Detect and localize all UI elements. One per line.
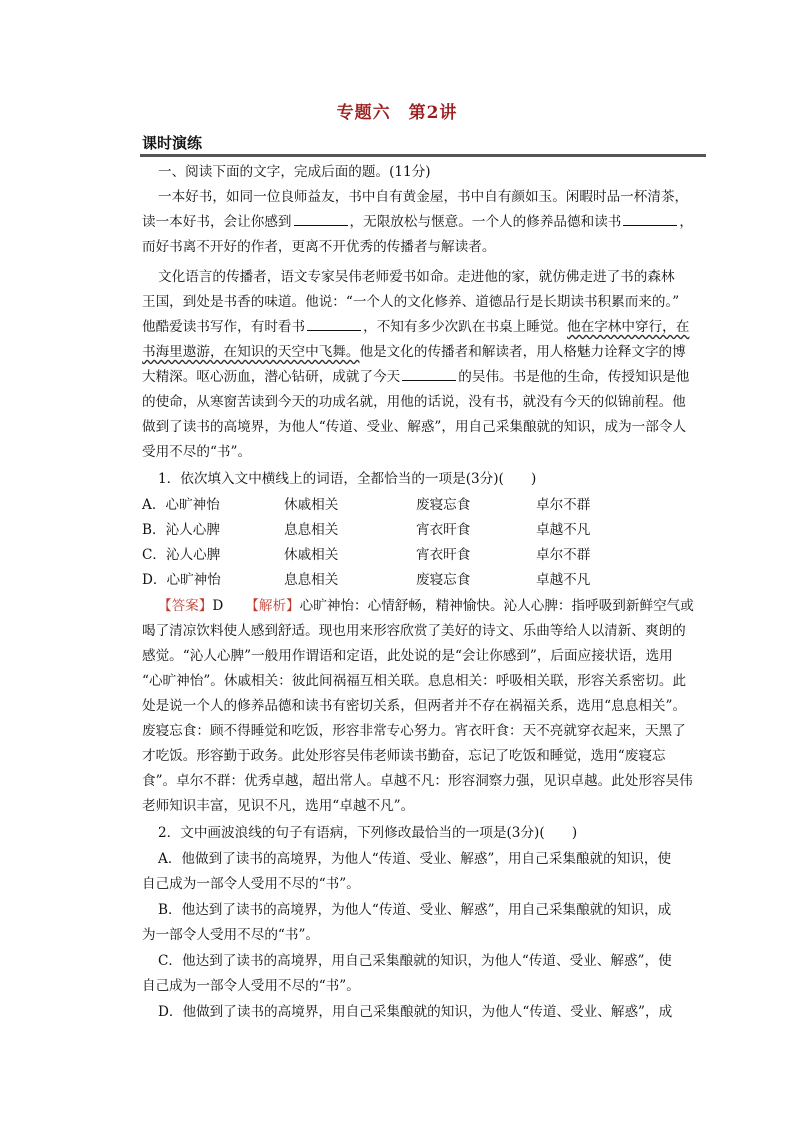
passage-line: 大精深。呕心沥血，潜心钻研，成就了今天 的吴伟。书是他的生命，传授知识是他 (142, 369, 690, 385)
wavy-underlined-sentence: 他在字林中穿行，在 (567, 319, 690, 335)
passage-line: 王国，到处是书香的味道。他说：“一个人的文化修养、道德品行是长期读书积累而来的。” (142, 294, 680, 310)
analysis-line: 感觉。“沁人心脾”一般用作谓语和定语，此处说的是“会让你感到”，后面应接状语，选用 (142, 648, 673, 664)
analysis-line: 喝了清凉饮料使人感到舒适。现也用来形容欣赏了美好的诗文、乐曲等给人以清新、爽朗的 (142, 623, 686, 639)
q2-option-c-cont: 自己成为一部令人受用不尽的“书”。 (142, 978, 360, 994)
analysis-line: 食”。卓尔不群：优秀卓越，超出常人。卓越不凡：形容洞察力强，见识卓越。此处形容吴伟 (142, 773, 693, 789)
passage-line: 读一本好书，会让你感到 ，无限放松与惬意。一个人的修养品德和读书 ， (142, 214, 693, 230)
passage-line: 受用不尽的“书”。 (142, 444, 252, 460)
q2-option-a-cont: 自己成为一部令人受用不尽的“书”。 (142, 876, 360, 892)
section-divider (140, 154, 706, 157)
question-1-stem: 1．依次填入文中横线上的词语，全都恰当的一项是(3分)( ) (158, 471, 537, 487)
passage-line: 而好书离不开好的作者，更离不开优秀的传播者与解读者。 (142, 239, 496, 255)
fill-blank (402, 368, 456, 381)
analysis-line: “心旷神怡”。休戚相关：彼此间祸福互相关联。息息相关：呼吸相关联，形容关系密切。此 (142, 673, 687, 689)
passage-line: 的使命，从寒窗苦读到今天的功成名就，用他的话说，没有书，就没有今天的似锦前程。他 (142, 394, 686, 410)
q2-option-d: D．他做到了读书的高境界，用自己采集酿就的知识，为他人“传道、受业、解惑”，成 (158, 1004, 673, 1020)
passage-line: 一本好书，如同一位良师益友，书中自有黄金屋，书中自有颜如玉。闲暇时品一杯清茶， (158, 189, 689, 205)
fill-blank (294, 213, 348, 226)
title-lecture: 第2讲 (408, 103, 458, 123)
question-intro: 一、阅读下面的文字，完成后面的题。(11分) (158, 164, 431, 180)
page-title (0, 98, 794, 123)
answer-value: D (212, 598, 224, 614)
q2-option-c: C．他达到了读书的高境界，用自己采集酿就的知识，为他人“传道、受业、解惑”，使 (158, 953, 672, 969)
section-heading: 课时演练 (142, 134, 203, 152)
wavy-underlined-sentence: 书海里遨游，在知识的天空中飞舞。 (142, 344, 360, 360)
fill-blank (307, 318, 361, 331)
passage-line: 文化语言的传播者，语文专家吴伟老师爱书如命。走进他的家，就仿佛走进了书的森林 (158, 269, 675, 285)
title-topic: 专题六 (336, 103, 391, 123)
fill-blank (623, 213, 677, 226)
analysis-line: 处是说一个人的修养品德和读书有密切关系，但两者并不存在祸福关系，选用“息息相关”。 (142, 698, 687, 714)
analysis-line: 才吃饭。形容勤于政务。此处形容吴伟老师读书勤奋，忘记了吃饭和睡觉，选用“废寝忘 (142, 748, 666, 764)
passage-line: 书海里遨游，在知识的天空中飞舞。他是文化的传播者和解读者，用人格魅力诠释文字的博 (142, 344, 686, 360)
analysis-line: 废寝忘食：顾不得睡觉和吃饭，形容非常专心努力。宵衣旰食：天不亮就穿衣起来，天黑了 (142, 723, 686, 739)
passage-line: 他酷爱读书写作，有时看书 ，不知有多少次趴在书桌上睡觉。他在字林中穿行，在 (142, 319, 690, 335)
q2-option-b: B．他达到了读书的高境界，为他人“传道、受业、解惑”，用自己采集酿就的知识，成 (158, 902, 672, 918)
q2-option-b-cont: 为一部令人受用不尽的“书”。 (142, 927, 320, 943)
answer-tag: 【答案】 (158, 598, 213, 614)
passage-line: 做到了读书的高境界，为他人“传道、受业、解惑”，用自己采集酿就的知识，成为一部令人 (142, 419, 687, 435)
question-2-stem: 2．文中画波浪线的句子有语病，下列修改最恰当的一项是(3分)( ) (158, 825, 578, 841)
analysis-line: 老师知识丰富，见识不凡，选用“卓越不凡”。 (142, 798, 415, 814)
answer-line: 【答案】D 【解析】心旷神怡：心情舒畅，精神愉快。沁人心脾：指呼吸到新鲜空气或 (158, 598, 694, 614)
document-page: 专题六 第2讲 课时演练 一、阅读下面的文字，完成后面的题。(11分) 一本好书，如同一位良师益友，书中自有黄金屋，书中自有颜如玉。闲暇时品一杯清茶， 读一本好书，会让你感到 ，无限放松与惬意。一个人的修养品德和读书 ， 而好书离不开好的作者，更离不开优秀的传播者与解读者。 文化语言的传播者，语文专家吴伟老师爱书如命。走进他的家，就仿佛走进了书的森林 王国，到处是书香的味道。他说：“一个人的文化修养、道德品行是长期读书积累而来的。” 他酷爱读书写作，有时看书 ，不知有多少次趴在书桌上睡觉。他在字林中穿行，在 书海里遨游，在知识的天空中飞舞。他是文化的传播者和解读者，用人格魅力诠释文字的博 大精深。呕心沥血，潜心钻研，成就了今天 的吴伟。书是他的生命，传授知识是他 的使命，从寒窗苦读到今天的功成名就，用他的话说，没有书，就没有今天的似锦前程。他 做到了读书的高境界，为他人“传道、受业、解惑”，用自己采集酿就的知识，成为一部令人 受用不尽的“书”。 1．依次填入文中横线上的词语，全都恰当的一项是(3分)( ) A．心旷神怡 休戚相关 废寝忘食 卓尔不群 B．沁人心脾 息息相关 宵衣旰食 卓越不凡 C．沁人心脾 休戚相关 宵衣旰食 卓尔不群 D．心旷神怡 息息相关 废寝忘食 卓越不凡 【答案】D 【解析】心旷神怡：心情舒畅，精神愉快。沁人心脾：指呼吸到新鲜空气或 喝了清凉饮料使人感到舒适。现也用来形容欣赏了美好的诗文、乐曲等给人以清新、爽朗的 感觉。“沁人心脾”一般用作谓语和定语，此处说的是“会让你感到”，后面应接状语，选用 “心旷神怡”。休戚相关：彼此间祸福互相关联。息息相关：呼吸相关联，形容关系密切。此 处是说一个人的修养品德和读书有密切关系，但两者并不存在祸福关系，选用“息息相关”。 废寝忘食：顾不得睡觉和吃饭，形容非常专心努力。宵衣旰食：天不亮就穿衣起来，天黑了 才吃饭。形容勤于政务。此处形容吴伟老师读书勤奋，忘记了吃饭和睡觉，选用“废寝忘 食”。卓尔不群：优秀卓越，超出常人。卓越不凡：形容洞察力强，见识卓越。此处形容吴伟 老师知识丰富，见识不凡，选用“卓越不凡”。 2．文中画波浪线的句子有语病，下列修改最恰当的一项是(3分)( ) A．他做到了读书的高境界，为他人“传道、受业、解惑”，用自己采集酿就的知识，使 自己成为一部令人受用不尽的“书”。 B．他达到了读书的高境界，为他人“传道、受业、解惑”，用自己采集酿就的知识，成 为一部令人受用不尽的“书”。 C．他达到了读书的高境界，用自己采集酿就的知识，为他人“传道、受业、解惑”，使 自己成为一部令人受用不尽的“书”。 D．他做到了读书的高境界，用自己采集酿就的知识，为他人“传道、受业、解惑”，成 (0, 0, 794, 1123)
analysis-tag: 【解析】 (245, 598, 300, 614)
q2-option-a: A．他做到了读书的高境界，为他人“传道、受业、解惑”，用自己采集酿就的知识，使 (158, 851, 672, 867)
